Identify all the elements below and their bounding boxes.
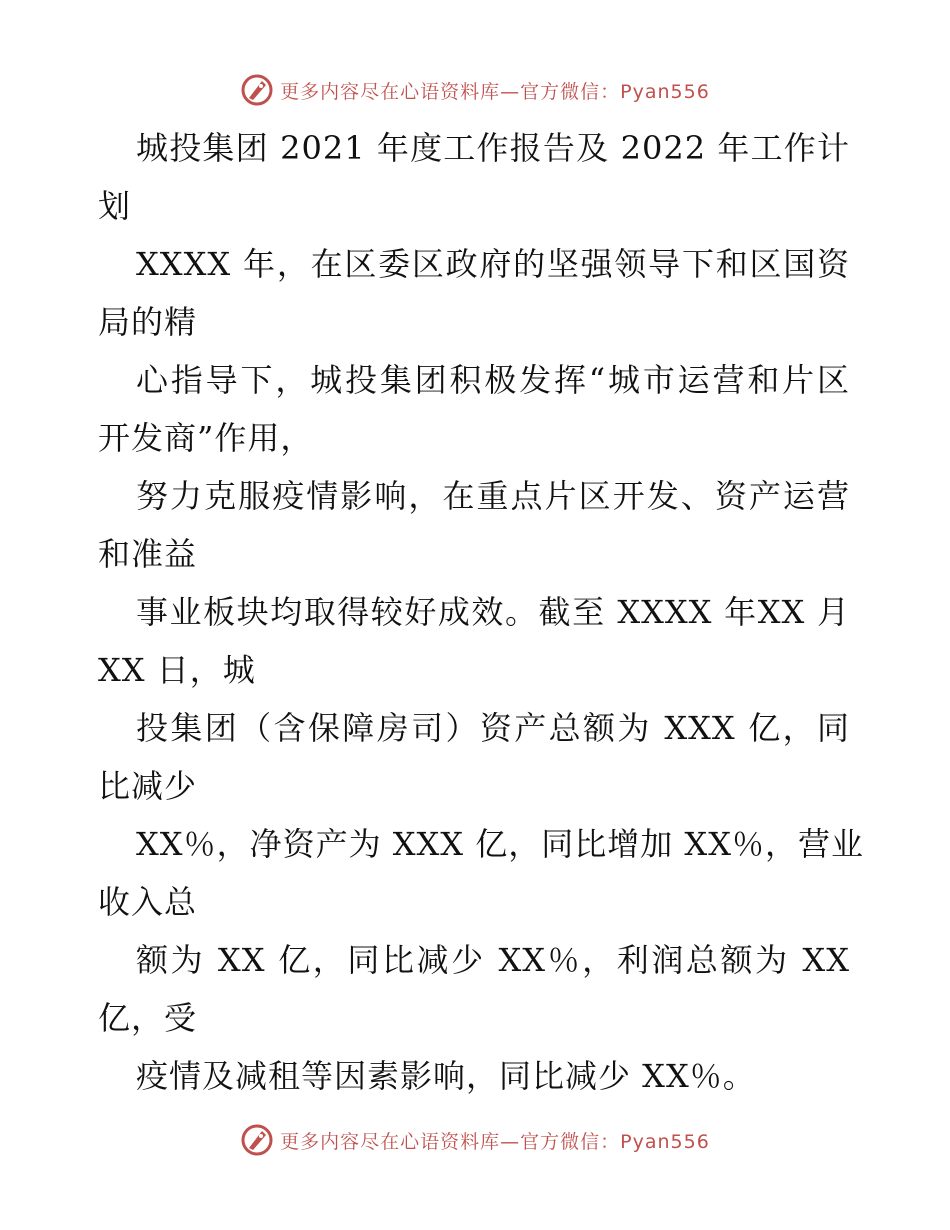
paragraph-line: 心指导下，城投集团积极发挥“城市运营和片区: [136, 361, 850, 399]
document-title-line-2: 划: [98, 187, 132, 225]
paragraph-line: XX 日，城: [98, 651, 256, 689]
pen-nib-icon: [240, 73, 274, 107]
footer-banner: [0, 1120, 950, 1160]
paragraph-line: XXXX 年，在区委区政府的坚强领导下和区国资: [136, 245, 850, 283]
paragraph-line: 和准益: [98, 535, 198, 573]
footer-banner-text: 更多内容尽在心语资料库—官方微信：Pyan556: [280, 1130, 710, 1153]
paragraph-line: 疫情及减租等因素影响，同比减少 XX％。: [136, 1057, 756, 1095]
paragraph-line: 局的精: [98, 303, 198, 341]
paragraph-line: 努力克服疫情影响，在重点片区开发、资产运营: [136, 477, 850, 515]
paragraph-line: 收入总: [98, 883, 198, 921]
header-banner-text: 更多内容尽在心语资料库—官方微信：Pyan556: [280, 80, 710, 103]
header-banner: [0, 70, 950, 110]
paragraph-line: 额为 XX 亿，同比减少 XX％，利润总额为 XX: [136, 941, 850, 979]
paragraph-line: 事业板块均取得较好成效。截至 XXXX 年XX 月: [136, 593, 850, 631]
paragraph-line: 投集团（含保障房司）资产总额为 XXX 亿，同: [136, 709, 850, 747]
document-title-line-1: 城投集团 2021 年度工作报告及 2022 年工作计: [136, 129, 850, 167]
paragraph-line: XX％，净资产为 XXX 亿，同比增加 XX％，营业: [136, 825, 864, 863]
paragraph-line: 比减少: [98, 767, 198, 805]
paragraph-line: 亿，受: [98, 999, 198, 1037]
paragraph-line: 开发商”作用，: [98, 419, 314, 457]
pen-nib-icon: [240, 1123, 274, 1157]
